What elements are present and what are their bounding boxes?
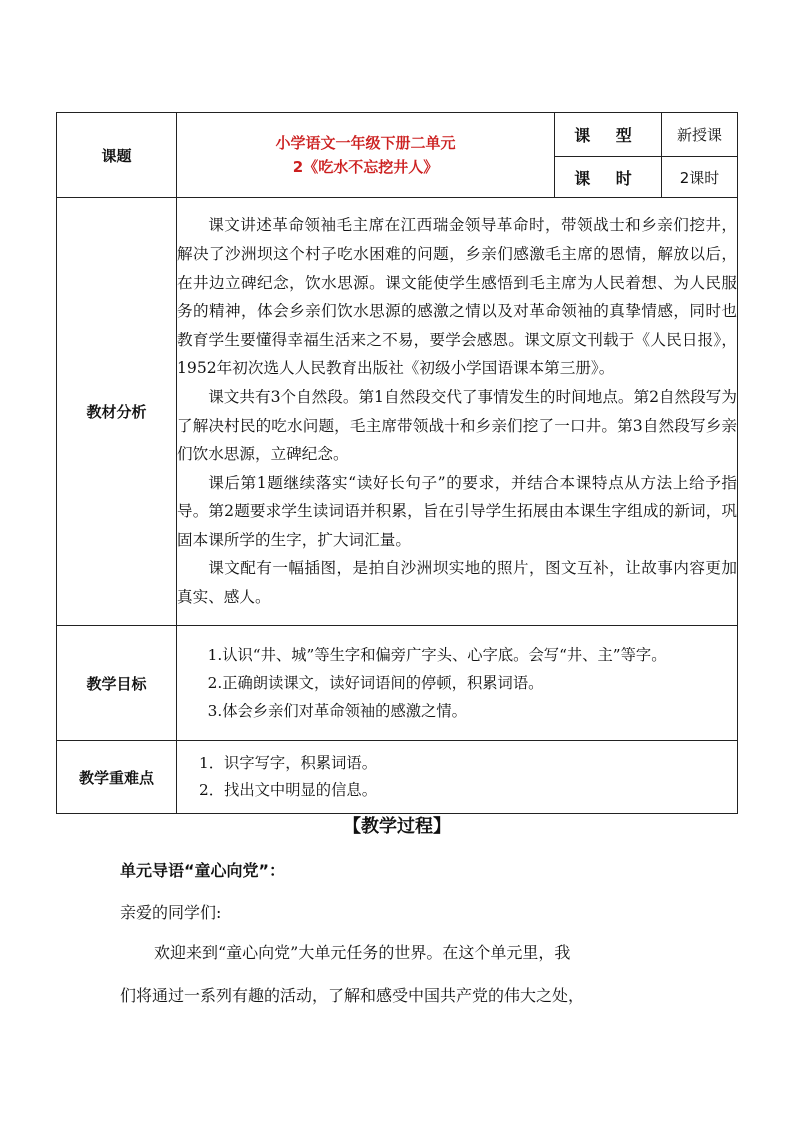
keys-content <box>177 741 738 814</box>
unit-intro: 单元导语“童心向党”： <box>120 861 286 880</box>
lesson-title <box>177 113 555 198</box>
goal-item: 2.正确朗读课文，读好词语间的停顿，积累词语。 <box>207 674 544 692</box>
goal-item: 3.体会乡亲们对革命领袖的感激之情。 <box>207 702 467 720</box>
type-value: 新授课 <box>662 113 738 157</box>
analysis-label: 教材分析 <box>57 198 177 626</box>
goal-item: 1.认识“井、城”等生字和偏旁广字头、心字底。会写“井、主”等字。 <box>207 646 667 664</box>
analysis-content <box>177 198 738 626</box>
section-title: 【教学过程】 <box>343 816 451 837</box>
analysis-paragraph: 课后第1题继续落实“读好长句子”的要求，并结合本课特点从方法上给予指导。第2题要求学生读词语并积累，旨在引导学生拓展由本课生字组成的新词，巩固本课所学的生字，扩大词汇量。 <box>177 473 737 549</box>
analysis-paragraph: 课文配有一幅插图，是拍自沙洲坝实地的照片，图文互补，让故事内容更加真实、感人。 <box>177 559 737 607</box>
lesson-title-line2: 2《吃水不忘挖井人》 <box>292 158 439 176</box>
body-line-1: 欢迎来到“童心向党”大单元任务的世界。在这个单元里，我 <box>154 943 571 962</box>
lesson-title-line1: 小学语文一年级下册二单元 <box>275 134 456 152</box>
lesson-plan-table <box>56 112 738 814</box>
goals-label: 教学目标 <box>57 626 177 741</box>
topic-label: 课题 <box>57 113 177 198</box>
type-label: 课 型 <box>555 113 662 157</box>
hours-value: 2课时 <box>662 157 738 198</box>
body-line-2: 们将通过一系列有趣的活动，了解和感受中国共产党的伟大之处， <box>120 986 585 1005</box>
keys-label: 教学重难点 <box>57 741 177 814</box>
analysis-paragraph: 课文共有3个自然段。第1自然段交代了事情发生的时间地点。第2自然段写为了解决村民的吃水问题，毛主席带领战十和乡亲们挖了一口井。第3自然段写乡亲们饮水思源，立碑纪念。 <box>177 387 737 464</box>
hours-label: 课 时 <box>555 157 662 198</box>
greeting: 亲爱的同学们: <box>120 903 222 922</box>
goals-content <box>177 626 738 741</box>
analysis-paragraph: 课文讲述革命领袖毛主席在江西瑞金领导革命时，带领战士和乡亲们挖井，解决了沙洲坝这个村子吃水困难的问题，乡亲们感激毛主席的恩情，解放以后，在井边立碑纪念，饮水思源。课文能使学生感悟到毛主席为人民着想、为人民服务的精神，体会乡亲们饮水思源的感激之情以及对革命领袖的真挚情感，同时也教育学生要懂得幸福生活来之不易，要学会感恩。课文原文刊载于《人民日报》，1952年初次选人人民教育出版社《初级小学国语课本第三册》。 <box>177 216 737 378</box>
key-item: 2．找出文中明显的信息。 <box>199 781 377 799</box>
key-item: 1．识字写字，积累词语。 <box>199 754 377 772</box>
